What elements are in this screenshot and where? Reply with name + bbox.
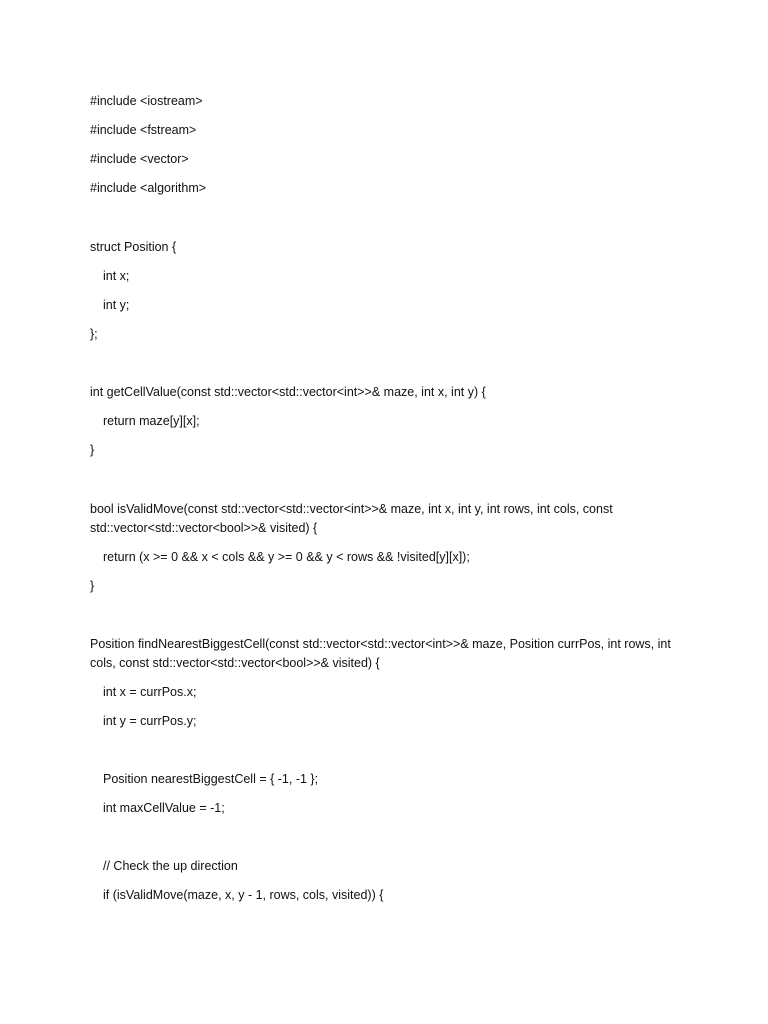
code-line: bool isValidMove(const std::vector<std::vector<int>>& maze, int x, int y, int rows, int cols, const std::vector<std::vector<bool>>& visited) { (90, 502, 613, 535)
code-line: } (90, 579, 95, 593)
code-line: // Check the up direction (103, 859, 238, 873)
code-line: int x = currPos.x; (103, 685, 197, 699)
code-line: }; (90, 327, 98, 341)
code-line: #include <fstream> (90, 123, 197, 137)
code-line: return maze[y][x]; (103, 414, 200, 428)
code-line: if (isValidMove(maze, x, y - 1, rows, cols, visited)) { (103, 888, 384, 902)
code-line: #include <algorithm> (90, 181, 207, 195)
code-line: #include <vector> (90, 152, 189, 166)
code-line: return (x >= 0 && x < cols && y >= 0 && y < rows && !visited[y][x]); (103, 550, 470, 564)
code-line: int y = currPos.y; (103, 714, 197, 728)
code-line: int getCellValue(const std::vector<std::vector<int>>& maze, int x, int y) { (90, 385, 486, 399)
code-line: Position nearestBiggestCell = { -1, -1 }; (103, 772, 319, 786)
code-line: } (90, 443, 95, 457)
code-line: int x; (103, 269, 130, 283)
code-line: int y; (103, 298, 130, 312)
code-line: int maxCellValue = -1; (103, 801, 225, 815)
code-line: Position findNearestBiggestCell(const std::vector<std::vector<int>>& maze, Position currPos, int rows, int cols, const std::vector<std::vector<bool>>& visited) { (90, 637, 671, 670)
code-line: #include <iostream> (90, 94, 203, 108)
code-line: struct Position { (90, 240, 177, 254)
